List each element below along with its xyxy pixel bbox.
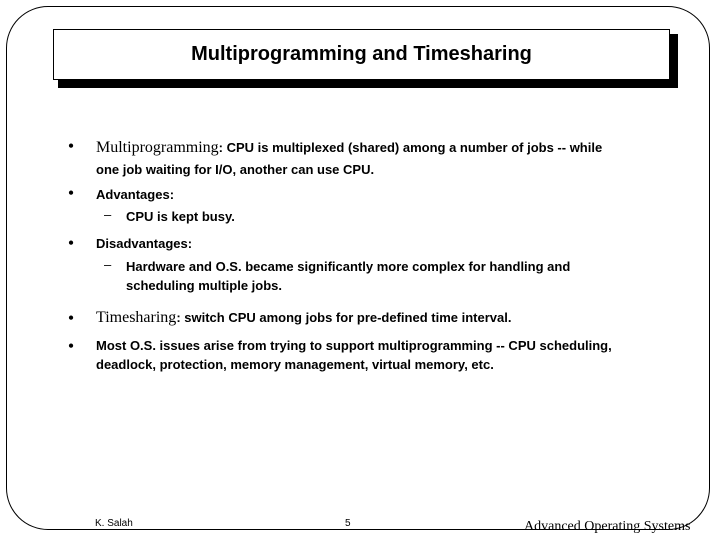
item-timesharing (96, 308, 511, 328)
dash-2: – (104, 257, 112, 272)
os-issues-line1: Most O.S. issues arise from trying to support multiprogramming -- CPU scheduling, (96, 338, 612, 353)
bullet-3: • (67, 233, 75, 253)
item-multiprogramming (96, 138, 602, 158)
bullet-5: • (67, 336, 75, 356)
bullet-2: • (67, 183, 75, 203)
os-issues-line2: deadlock, protection, memory management, virtual memory, etc. (96, 357, 494, 372)
bullet-4: • (67, 308, 75, 328)
term-multiprogramming: Multiprogramming (96, 139, 219, 156)
disadvantages-sub-line2: scheduling multiple jobs. (126, 278, 283, 293)
footer-page-number: 5 (345, 518, 351, 529)
dash-1: – (104, 207, 112, 222)
footer-course: Advanced Operating Systems (524, 519, 691, 534)
multiprogramming-desc-line1: : CPU is multiplexed (shared) among a number of jobs -- while (218, 140, 603, 155)
advantages-heading: Advantages: (96, 187, 175, 202)
advantages-sub: CPU is kept busy. (126, 209, 235, 224)
footer-author: K. Salah (95, 518, 133, 529)
disadvantages-heading: Disadvantages: (96, 236, 193, 251)
bullet-1: • (67, 136, 75, 156)
slide-title: Multiprogramming and Timesharing (53, 29, 670, 80)
timesharing-desc: : switch CPU among jobs for pre-defined time interval. (176, 310, 512, 325)
disadvantages-sub-line1: Hardware and O.S. became significantly more complex for handling and (126, 259, 571, 274)
term-timesharing: Timesharing (96, 309, 177, 326)
multiprogramming-desc-line2: one job waiting for I/O, another can use CPU. (96, 162, 375, 177)
